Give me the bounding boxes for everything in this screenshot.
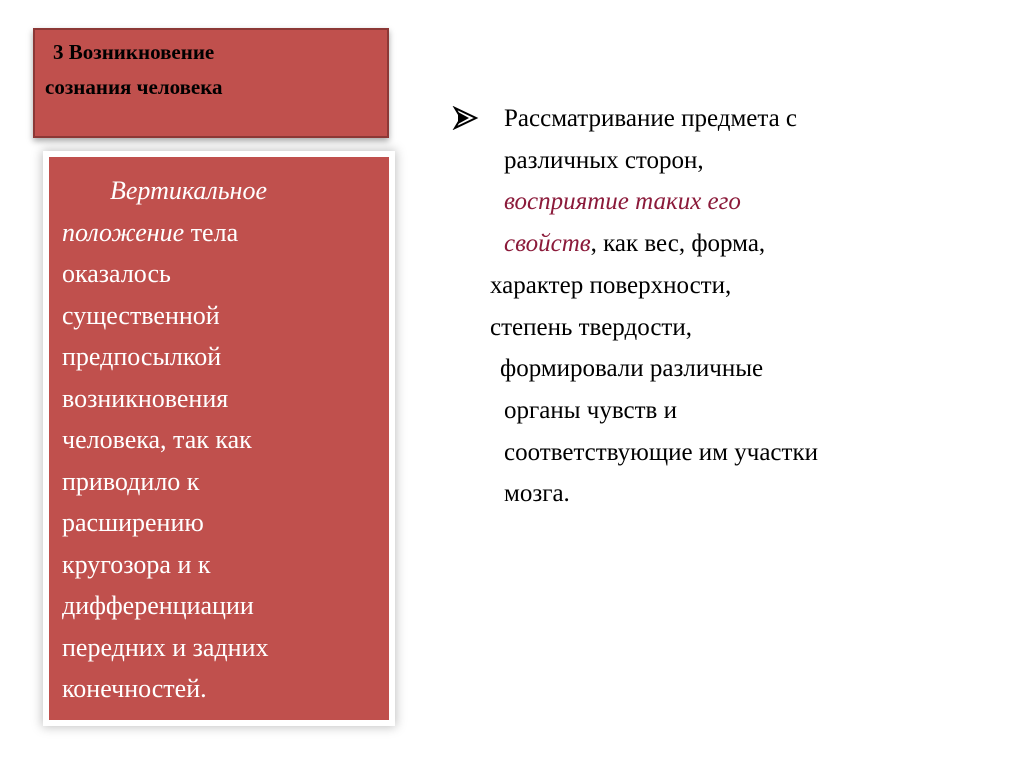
- left-line: оказалось: [62, 259, 171, 288]
- right-line-10: мозга.: [504, 480, 570, 508]
- left-text-box: [49, 157, 389, 720]
- right-line-2: различных сторон,: [504, 146, 704, 174]
- left-italic-2: положение: [62, 217, 185, 247]
- left-line: приводило к: [62, 466, 200, 496]
- right-bullet-block: [452, 98, 972, 515]
- right-line-3: [452, 181, 972, 223]
- left-line-2: [62, 212, 377, 254]
- left-line: возникновения: [62, 383, 229, 413]
- right-after-italic: , как вес, форма,: [590, 230, 766, 258]
- right-line-9: соответствующие им участки: [504, 438, 818, 466]
- right-line-7: формировали различные: [500, 355, 764, 383]
- left-line: передних и задних: [62, 632, 269, 662]
- right-line-1: Рассматривание предмета с: [504, 105, 798, 132]
- left-line: расширению: [62, 508, 204, 537]
- right-italic-2: свойств: [504, 230, 591, 258]
- right-line-5: характер поверхности,: [490, 271, 732, 299]
- left-after-italic: тела: [184, 217, 239, 247]
- left-line: кругозора и к: [62, 549, 211, 579]
- title-line-1: 3 Возникновение: [53, 40, 215, 64]
- right-line-6: степень твердости,: [490, 313, 692, 341]
- arrow-bullet-icon: [452, 106, 480, 130]
- left-line: конечностей.: [62, 674, 207, 703]
- right-line-8: органы чувств и: [504, 396, 677, 424]
- right-italic-1: восприятие таких его: [504, 188, 741, 216]
- left-italic-1: Вертикальное: [110, 176, 267, 205]
- left-line: предпосылкой: [62, 342, 222, 371]
- title-line-2: сознания человека: [45, 75, 223, 99]
- right-line-4: [452, 223, 972, 265]
- title-box: [33, 28, 389, 138]
- left-line-1: [62, 170, 377, 212]
- left-line: дифференциации: [62, 591, 254, 620]
- left-line: существенной: [62, 300, 220, 330]
- left-line: человека, так как: [62, 425, 252, 454]
